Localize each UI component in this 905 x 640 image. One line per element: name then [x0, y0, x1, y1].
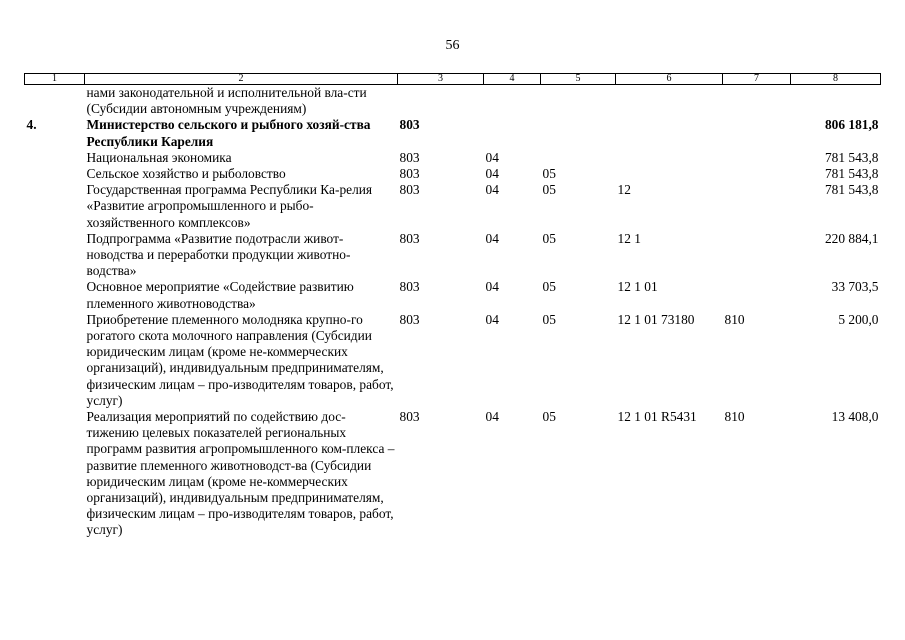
table-row: [25, 182, 881, 231]
row-subsection: 05: [542, 279, 556, 295]
row-amount: 781 543,8: [824, 149, 879, 165]
row-subsection: [541, 117, 616, 149]
row-subsection: 05: [542, 182, 556, 198]
row-number: [25, 166, 85, 182]
row-number: [25, 409, 85, 539]
row-subsection: [541, 85, 616, 118]
row-target-article: 12: [617, 182, 631, 198]
row-amount: 781 543,8: [824, 166, 879, 182]
row-section: 04: [485, 182, 499, 198]
row-amount: 806 181,8: [824, 117, 879, 133]
row-number: [25, 85, 85, 118]
row-target-article: [616, 150, 723, 166]
column-number-header-row: [25, 74, 881, 85]
row-number: [25, 182, 85, 231]
row-name: Национальная экономика: [86, 149, 232, 165]
row-name: Министерство сельского и рыбного хозяй-ства Республики Карелия: [86, 117, 371, 149]
row-number: [25, 231, 85, 280]
row-section: 04: [485, 166, 499, 182]
row-section: 04: [485, 279, 499, 295]
row-expense-type: [723, 117, 791, 149]
row-ministry-code: 803: [399, 230, 420, 246]
row-subsection: 05: [542, 166, 556, 182]
row-subsection: 05: [542, 230, 556, 246]
row-ministry-code: 803: [399, 279, 420, 295]
row-target-article: [616, 85, 723, 118]
row-name: Сельское хозяйство и рыболовство: [86, 166, 286, 182]
row-target-article: 12 1 01 R5431: [617, 409, 697, 425]
table-row: [25, 150, 881, 166]
row-number: [25, 279, 85, 311]
row-ministry-code: 803: [399, 182, 420, 198]
header-col-2: 2: [85, 74, 398, 85]
header-col-1: 1: [25, 74, 85, 85]
row-name: Государственная программа Республики Ка-релия «Развитие агропромышленного и рыбо-хозяйственного комплексов»: [86, 182, 373, 230]
row-name: нами законодательной и исполнительной вла-сти (Субсидии автономным учреждениям): [86, 85, 367, 117]
row-name: Подпрограмма «Развитие подотрасли живот-новодства и переработки продукции животно-водства»: [86, 230, 351, 279]
budget-table: [24, 73, 881, 539]
row-name: Приобретение племенного молодняка крупно-го рогатого скота молочного направления (Субсидии юридическим лицам (кроме не-коммерческих организаций), индивидуальным предпринимателям, физическим лицам – про-изводителям товаров, работ, услуг): [86, 311, 394, 408]
row-name: Реализация мероприятий по содействию дос-тижению целевых показателей региональных программ развития агропромышленного ком-плекса – развитие племенного животноводст-ва (Субсидии юридическим лицам (кроме не-коммерческих организаций), индивидуальным предпринимателям, физическим лицам – про-изводителям товаров, работ, услуг): [86, 409, 395, 538]
header-col-7: 7: [723, 74, 791, 85]
row-amount: 5 200,0: [838, 311, 879, 327]
row-target-article: [616, 117, 723, 149]
row-target-article: 12 1: [617, 230, 641, 246]
row-expense-type: [723, 231, 791, 280]
row-number: [25, 312, 85, 409]
row-ministry-code: 803: [399, 166, 420, 182]
table-row: [25, 231, 881, 280]
row-expense-type: [723, 166, 791, 182]
row-amount: 33 703,5: [831, 279, 879, 295]
row-section: 04: [485, 230, 499, 246]
table-row: [25, 117, 881, 149]
row-expense-type: [723, 279, 791, 311]
header-col-8: 8: [791, 74, 881, 85]
header-col-4: 4: [484, 74, 541, 85]
row-name: Основное мероприятие «Содействие развитию племенного животноводства»: [86, 279, 354, 311]
row-section: [484, 85, 541, 118]
row-expense-type: [723, 85, 791, 118]
table-row: [25, 409, 881, 539]
row-ministry-code: [398, 85, 484, 118]
row-amount: [791, 85, 881, 118]
table-row: [25, 85, 881, 118]
row-expense-type: [723, 150, 791, 166]
table-row: [25, 312, 881, 409]
row-subsection: [541, 150, 616, 166]
row-section: 04: [485, 311, 499, 327]
row-amount: 781 543,8: [824, 182, 879, 198]
row-ministry-code: 803: [399, 409, 420, 425]
header-col-3: 3: [398, 74, 484, 85]
row-number: 4.: [26, 117, 37, 133]
row-amount: 220 884,1: [824, 230, 879, 246]
page-number: 56: [445, 38, 460, 53]
row-number: [25, 150, 85, 166]
row-expense-type: [723, 182, 791, 231]
row-target-article: 12 1 01: [617, 279, 658, 295]
row-expense-type: 810: [724, 311, 745, 327]
row-subsection: 05: [542, 409, 556, 425]
table-row: [25, 166, 881, 182]
row-ministry-code: 803: [399, 117, 420, 133]
row-target-article: [616, 166, 723, 182]
row-subsection: 05: [542, 311, 556, 327]
row-section: 04: [485, 409, 499, 425]
row-section: [484, 117, 541, 149]
row-section: 04: [485, 149, 499, 165]
table-row: [25, 279, 881, 311]
row-ministry-code: 803: [399, 149, 420, 165]
row-amount: 13 408,0: [831, 409, 879, 425]
row-target-article: 12 1 01 73180: [617, 311, 695, 327]
header-col-5: 5: [541, 74, 616, 85]
row-expense-type: 810: [724, 409, 745, 425]
header-col-6: 6: [616, 74, 723, 85]
row-ministry-code: 803: [399, 311, 420, 327]
